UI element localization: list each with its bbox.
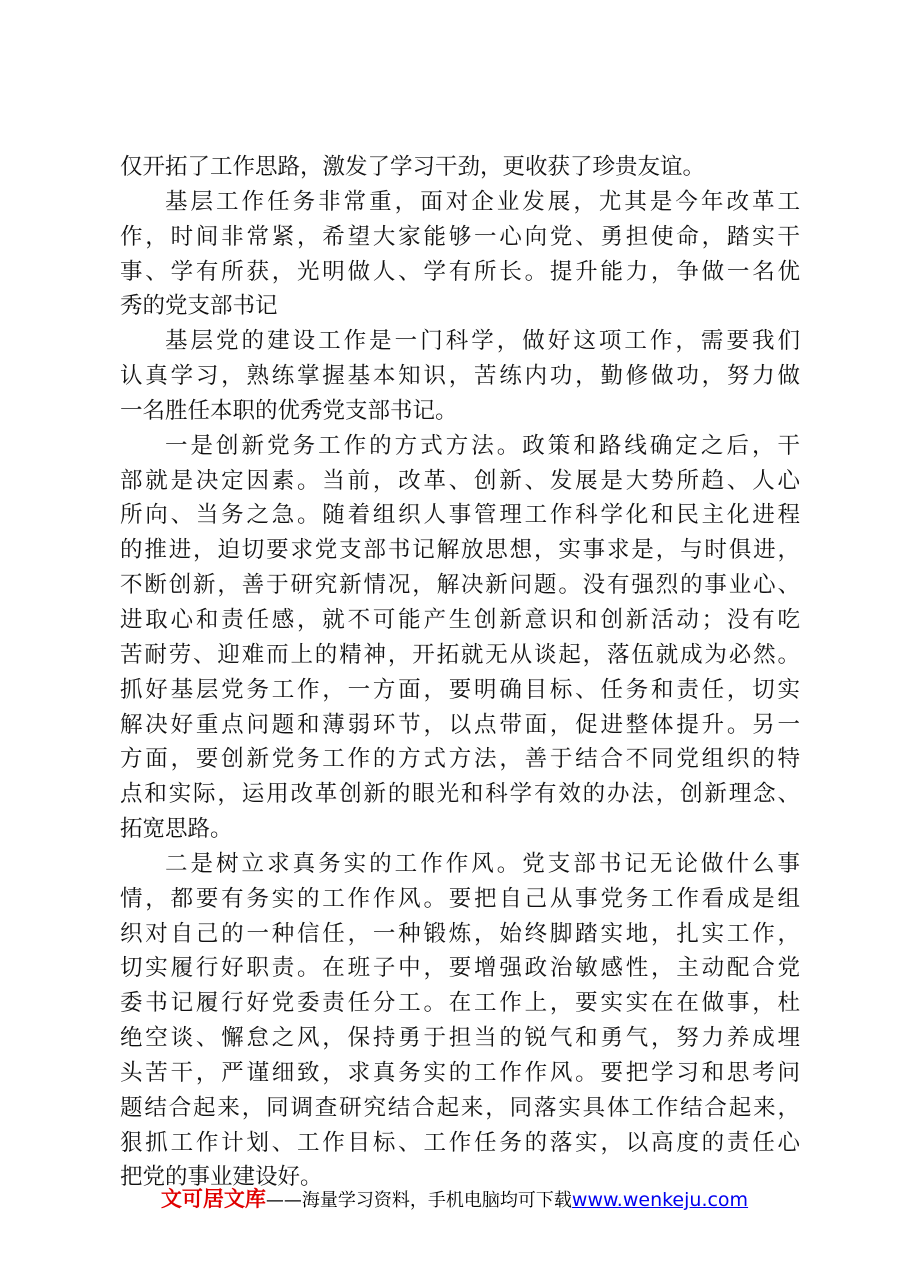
text-line: 切实履行好职责。在班子中，要增强政治敏感性，主动配合党 <box>120 955 800 982</box>
text-line: 二是树立求真务实的工作作风。党支部书记无论做什么事 <box>165 850 800 877</box>
text-line: 事、学有所获，光明做人、学有所长。提升能力，争做一名优 <box>120 258 800 285</box>
text-line: 进取心和责任感，就不可能产生创新意识和创新活动；没有吃 <box>120 606 800 633</box>
text-line: 委书记履行好党委责任分工。在工作上，要实实在在做事，杜 <box>120 990 800 1017</box>
text-line: 部就是决定因素。当前，改革、创新、发展是大势所趋、人心 <box>120 467 800 494</box>
text-line: 仅开拓了工作思路，激发了学习干劲，更收获了珍贵友谊。 <box>120 154 706 180</box>
text-line: 解决好重点问题和薄弱环节，以点带面，促进整体提升。另一 <box>120 711 800 738</box>
text-line: 题结合起来，同调查研究结合起来，同落实具体工作结合起来， <box>120 1094 800 1121</box>
text-line: 头苦干，严谨细致，求真务实的工作作风。要把学习和思考问 <box>120 1059 800 1086</box>
footer-brand: 文可居文库 <box>160 1187 266 1211</box>
text-line: 绝空谈、懈怠之风，保持勇于担当的锐气和勇气，努力养成埋 <box>120 1025 800 1052</box>
text-line: 点和实际，运用改革创新的眼光和科学有效的办法，创新理念、 <box>120 781 800 808</box>
text-line: 基层工作任务非常重，面对企业发展，尤其是今年改革工 <box>165 188 800 215</box>
footer-slogan: ——海量学习资料，手机电脑均可下载 <box>265 1190 572 1211</box>
text-line: 苦耐劳、迎难而上的精神，开拓就无从谈起，落伍就成为必然。 <box>120 641 800 668</box>
text-line: 认真学习，熟练掌握基本知识，苦练内功，勤修做功，努力做 <box>120 363 800 390</box>
text-line: 拓宽思路。 <box>120 816 233 843</box>
text-line: 不断创新，善于研究新情况，解决新问题。没有强烈的事业心、 <box>120 572 800 599</box>
text-line: 把党的事业建设好。 <box>120 1164 323 1191</box>
text-line: 抓好基层党务工作，一方面，要明确目标、任务和责任，切实 <box>120 676 800 703</box>
text-line: 所向、当务之急。随着组织人事管理工作科学化和民主化进程 <box>120 502 800 529</box>
text-line: 情，都要有务实的工作作风。要把自己从事党务工作看成是组 <box>120 885 800 912</box>
text-line: 一名胜任本职的优秀党支部书记。 <box>120 397 458 424</box>
text-line: 作，时间非常紧，希望大家能够一心向党、勇担使命，踏实干 <box>120 223 800 250</box>
text-line: 织对自己的一种信任，一种锻炼，始终脚踏实地，扎实工作， <box>120 920 800 947</box>
footer-link[interactable]: www.wenkeju.com <box>571 1189 749 1211</box>
footer-banner <box>0 1183 909 1213</box>
text-line: 狠抓工作计划、工作目标、工作任务的落实，以高度的责任心 <box>120 1129 800 1156</box>
document-body <box>120 150 800 1195</box>
text-line: 基层党的建设工作是一门科学，做好这项工作，需要我们 <box>165 328 800 355</box>
text-line: 的推进，迫切要求党支部书记解放思想，实事求是，与时俱进， <box>120 537 800 564</box>
text-line: 方面，要创新党务工作的方式方法，善于结合不同党组织的特 <box>120 746 800 773</box>
text-line: 秀的党支部书记 <box>120 293 278 320</box>
text-line: 一是创新党务工作的方式方法。政策和路线确定之后，干 <box>165 432 800 459</box>
